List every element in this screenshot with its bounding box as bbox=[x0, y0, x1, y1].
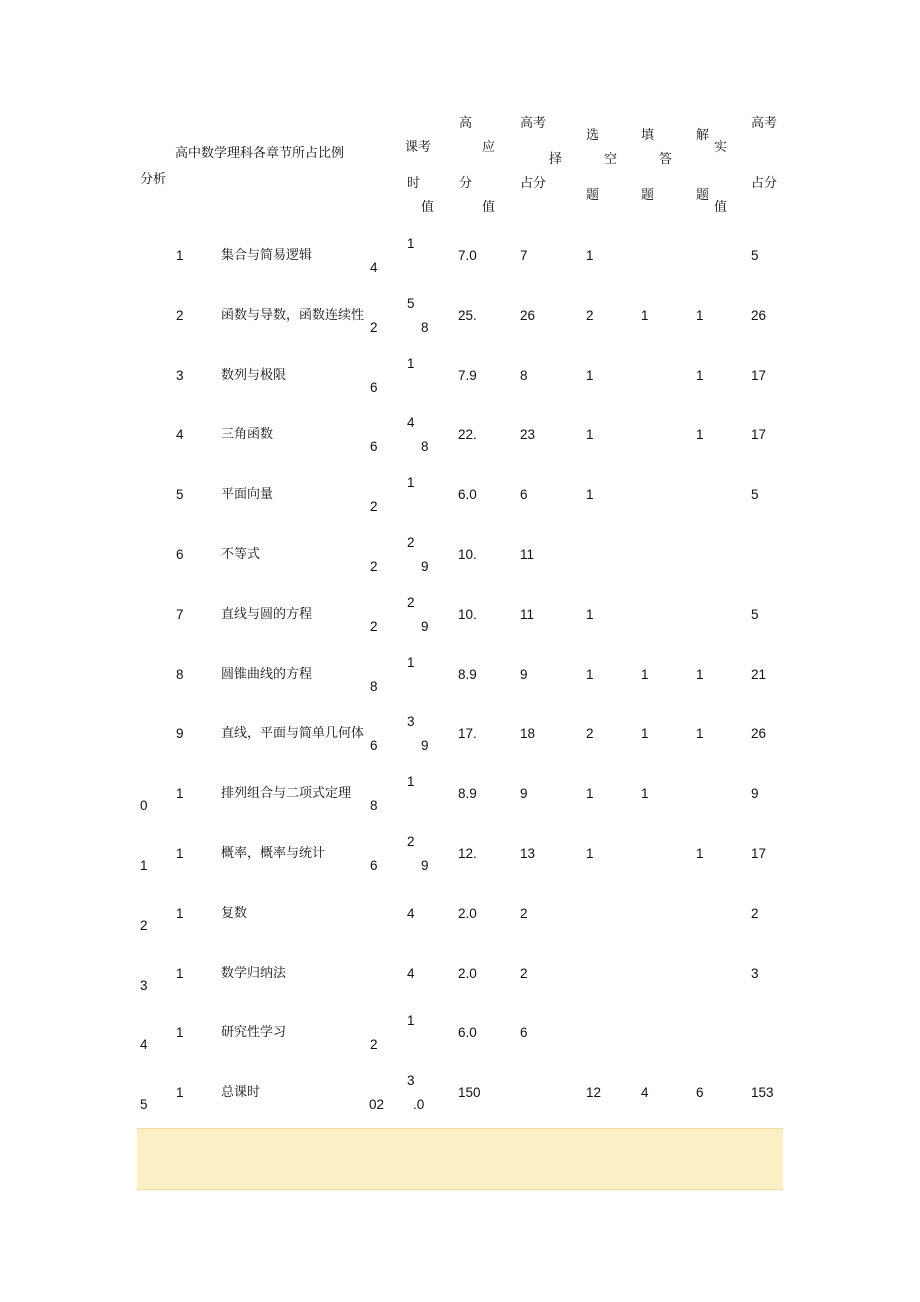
class-hours-lower: 8 bbox=[421, 439, 429, 455]
hours-value: 2 bbox=[370, 1037, 378, 1053]
row-number: 2 bbox=[176, 307, 184, 323]
class-hours-lower: 9 bbox=[421, 858, 429, 873]
exam-points: 2 bbox=[520, 965, 528, 981]
class-hours-lower: 4 bbox=[407, 965, 415, 981]
answer-count: 1 bbox=[696, 307, 704, 323]
class-hours-lower: 4 bbox=[407, 905, 415, 921]
exam-score: 2.0 bbox=[458, 965, 477, 981]
total-points: 21 bbox=[751, 666, 767, 682]
chapter-name: 圆锥曲线的方程 bbox=[221, 666, 313, 682]
header-tian-1: 填 bbox=[641, 128, 655, 143]
fill-count: 1 bbox=[641, 666, 649, 682]
exam-score: 150 bbox=[458, 1085, 481, 1101]
hours-value: 02 bbox=[369, 1097, 385, 1113]
chapter-name: 概率，概率与统计 bbox=[221, 846, 326, 861]
hours-value: 2 bbox=[370, 499, 378, 515]
choice-count: 1 bbox=[586, 786, 594, 802]
class-hours-upper: 5 bbox=[407, 295, 415, 311]
row-number: 9 bbox=[176, 726, 184, 742]
class-hours-upper: 2 bbox=[407, 834, 415, 849]
chapter-name: 总课时 bbox=[221, 1085, 261, 1101]
exam-score: 7.0 bbox=[458, 248, 477, 263]
hours-value: 6 bbox=[370, 439, 378, 455]
exam-score: 10. bbox=[458, 547, 477, 562]
class-hours-lower: 8 bbox=[421, 319, 429, 335]
exam-score: 7.9 bbox=[458, 367, 477, 383]
fill-count: 4 bbox=[641, 1085, 649, 1101]
header-jie-3: 题 bbox=[696, 188, 710, 203]
class-hours-upper: 1 bbox=[407, 355, 415, 371]
exam-points: 6 bbox=[520, 487, 528, 503]
total-points: 17 bbox=[751, 367, 767, 383]
header-gaokao-2: 择 bbox=[549, 152, 563, 167]
header-keshi-3: 值 bbox=[421, 200, 435, 215]
row-number: 6 bbox=[176, 547, 184, 562]
exam-points: 8 bbox=[520, 367, 528, 383]
total-points: 9 bbox=[751, 786, 759, 802]
row-number: 5 bbox=[176, 487, 184, 503]
class-hours-lower: 9 bbox=[421, 618, 429, 634]
header-gaoying-1: 高 bbox=[459, 116, 473, 131]
row-number-continued: 0 bbox=[140, 798, 148, 814]
row-number-continued: 2 bbox=[140, 917, 148, 933]
exam-score: 2.0 bbox=[458, 905, 477, 921]
class-hours-upper: 1 bbox=[407, 236, 415, 251]
header-xuan-2: 空 bbox=[604, 152, 618, 167]
hours-value: 6 bbox=[370, 858, 378, 873]
class-hours-upper: 4 bbox=[407, 415, 415, 431]
fill-count: 1 bbox=[641, 307, 649, 323]
exam-score: 17. bbox=[458, 726, 477, 742]
answer-count: 6 bbox=[696, 1085, 704, 1101]
header-tian-2: 答 bbox=[659, 152, 673, 167]
class-hours-upper: 1 bbox=[407, 1013, 415, 1029]
header-gaokao-3: 占分 bbox=[520, 176, 547, 191]
chapter-name: 不等式 bbox=[221, 547, 261, 562]
row-number: 1 bbox=[176, 1025, 184, 1041]
choice-count: 1 bbox=[586, 666, 594, 682]
answer-count: 1 bbox=[696, 367, 704, 383]
total-points: 17 bbox=[751, 427, 767, 443]
choice-count: 1 bbox=[586, 248, 594, 263]
hours-value: 6 bbox=[370, 379, 378, 395]
row-number-continued: 5 bbox=[140, 1097, 148, 1113]
class-hours-lower: .0 bbox=[413, 1097, 425, 1113]
row-number: 1 bbox=[176, 1085, 184, 1101]
exam-points: 6 bbox=[520, 1025, 528, 1041]
choice-count: 1 bbox=[586, 367, 594, 383]
row-number: 3 bbox=[176, 367, 184, 383]
row-number: 8 bbox=[176, 666, 184, 682]
exam-points: 2 bbox=[520, 905, 528, 921]
header-gaoying-4: 值 bbox=[482, 200, 496, 215]
exam-points: 7 bbox=[520, 248, 528, 263]
exam-points: 11 bbox=[520, 547, 535, 562]
exam-score: 25. bbox=[458, 307, 477, 323]
choice-count: 1 bbox=[586, 487, 594, 503]
hours-value: 6 bbox=[370, 738, 378, 754]
exam-points: 26 bbox=[520, 307, 536, 323]
header-gaoying-3: 分 bbox=[459, 176, 473, 191]
header-gaokao-1: 高考 bbox=[520, 116, 547, 131]
total-points: 3 bbox=[751, 965, 759, 981]
header-gaoying-2: 应 bbox=[482, 140, 496, 155]
choice-count: 1 bbox=[586, 846, 594, 861]
class-hours-upper: 1 bbox=[407, 654, 415, 670]
choice-count: 12 bbox=[586, 1085, 602, 1101]
chapter-name: 数列与极限 bbox=[221, 367, 287, 383]
class-hours-lower: 9 bbox=[421, 738, 429, 754]
hours-value: 2 bbox=[370, 618, 378, 634]
class-hours-upper: 1 bbox=[407, 475, 415, 491]
fill-count: 1 bbox=[641, 726, 649, 742]
exam-score: 6.0 bbox=[458, 1025, 477, 1041]
answer-count: 1 bbox=[696, 846, 704, 861]
answer-count: 1 bbox=[696, 726, 704, 742]
exam-score: 22. bbox=[458, 427, 477, 443]
row-number: 1 bbox=[176, 905, 184, 921]
header-keshi-2: 时 bbox=[407, 176, 421, 191]
exam-points: 18 bbox=[520, 726, 536, 742]
row-number: 1 bbox=[176, 248, 184, 263]
total-points: 26 bbox=[751, 307, 767, 323]
exam-score: 8.9 bbox=[458, 786, 477, 802]
table-title: 高中数学理科各章节所占比例 bbox=[175, 146, 345, 161]
header-zhan-1: 高考 bbox=[751, 116, 778, 131]
class-hours-lower: 9 bbox=[421, 559, 429, 574]
row-number-continued: 4 bbox=[140, 1037, 148, 1053]
chapter-name: 函数与导数，函数连续性 bbox=[221, 307, 365, 323]
header-zhan-2: 占分 bbox=[751, 176, 778, 191]
chapter-name: 直线，平面与简单几何体 bbox=[221, 726, 365, 742]
answer-count: 1 bbox=[696, 666, 704, 682]
footer-band bbox=[137, 1128, 783, 1190]
header-xuan-3: 题 bbox=[586, 188, 600, 203]
class-hours-upper: 2 bbox=[407, 594, 415, 610]
chapter-name: 排列组合与二项式定理 bbox=[221, 786, 352, 802]
hours-value: 2 bbox=[370, 319, 378, 335]
header-jie-4: 值 bbox=[714, 200, 728, 215]
row-number: 4 bbox=[176, 427, 184, 443]
chapter-name: 直线与圆的方程 bbox=[221, 606, 313, 622]
chapter-name: 复数 bbox=[221, 905, 248, 921]
chapter-name: 研究性学习 bbox=[221, 1025, 287, 1041]
choice-count: 1 bbox=[586, 606, 594, 622]
exam-points: 23 bbox=[520, 427, 536, 443]
class-hours-upper: 2 bbox=[407, 535, 415, 550]
choice-count: 2 bbox=[586, 726, 594, 742]
table-title-continued: 分析 bbox=[140, 172, 167, 187]
total-points: 5 bbox=[751, 487, 759, 503]
answer-count: 1 bbox=[696, 427, 704, 443]
chapter-name: 集合与简易逻辑 bbox=[221, 248, 313, 263]
row-number-continued: 1 bbox=[140, 858, 148, 873]
header-xuan-1: 选 bbox=[586, 128, 600, 143]
choice-count: 2 bbox=[586, 307, 594, 323]
header-jie-1: 解 bbox=[696, 128, 710, 143]
exam-points: 9 bbox=[520, 666, 528, 682]
class-hours-upper: 3 bbox=[407, 1073, 415, 1089]
exam-points: 11 bbox=[520, 606, 535, 622]
total-points: 2 bbox=[751, 905, 759, 921]
header-keshi-1: 课考 bbox=[405, 140, 432, 155]
exam-points: 13 bbox=[520, 846, 536, 861]
row-number: 1 bbox=[176, 786, 184, 802]
class-hours-upper: 1 bbox=[407, 774, 415, 790]
fill-count: 1 bbox=[641, 786, 649, 802]
total-points: 153 bbox=[751, 1085, 774, 1101]
total-points: 17 bbox=[751, 846, 767, 861]
class-hours-upper: 3 bbox=[407, 714, 415, 730]
row-number: 1 bbox=[176, 846, 184, 861]
total-points: 5 bbox=[751, 248, 759, 263]
exam-score: 10. bbox=[458, 606, 477, 622]
row-number-continued: 3 bbox=[140, 977, 148, 993]
exam-score: 12. bbox=[458, 846, 477, 861]
hours-value: 4 bbox=[370, 260, 378, 275]
row-number: 1 bbox=[176, 965, 184, 981]
row-number: 7 bbox=[176, 606, 184, 622]
header-tian-3: 题 bbox=[641, 188, 655, 203]
hours-value: 8 bbox=[370, 798, 378, 814]
total-points: 26 bbox=[751, 726, 767, 742]
chapter-name: 三角函数 bbox=[221, 427, 274, 443]
hours-value: 2 bbox=[370, 559, 378, 574]
total-points: 5 bbox=[751, 606, 759, 622]
hours-value: 8 bbox=[370, 678, 378, 694]
exam-score: 6.0 bbox=[458, 487, 477, 503]
chapter-name: 数学归纳法 bbox=[221, 965, 287, 981]
choice-count: 1 bbox=[586, 427, 594, 443]
exam-score: 8.9 bbox=[458, 666, 477, 682]
exam-points: 9 bbox=[520, 786, 528, 802]
chapter-name: 平面向量 bbox=[221, 487, 274, 503]
header-jie-2: 实 bbox=[714, 140, 728, 155]
